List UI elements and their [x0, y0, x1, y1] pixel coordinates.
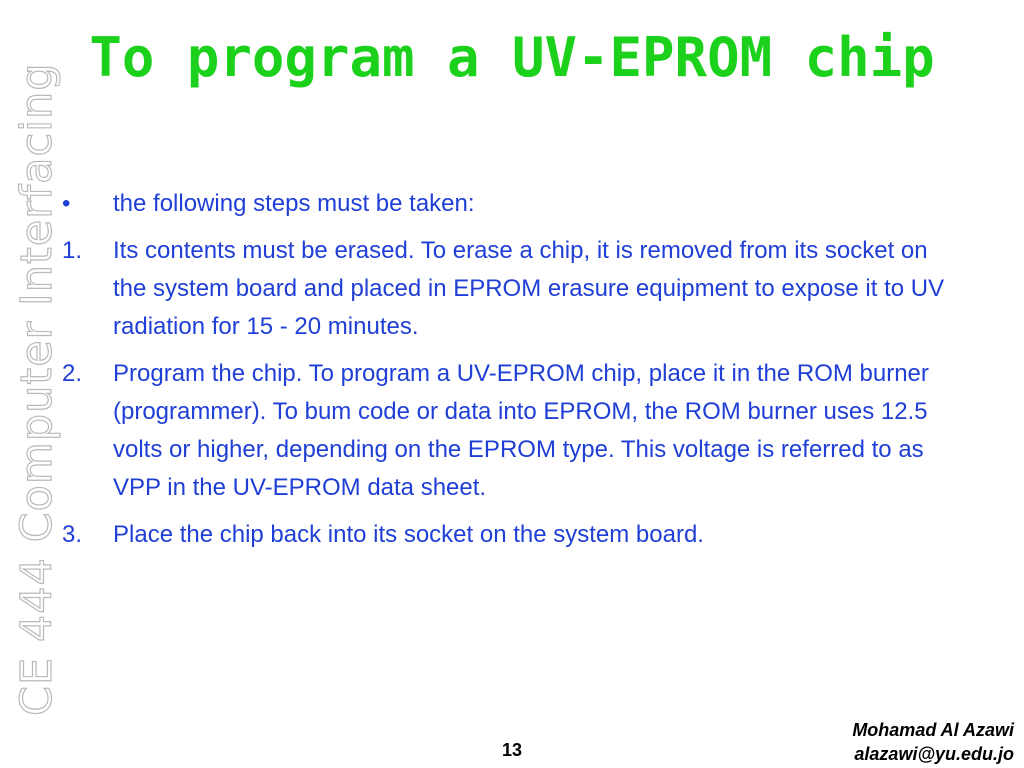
- slide-content: [58, 185, 958, 563]
- page-number: 13: [501, 740, 523, 760]
- slide-title: To program a UV-EPROM chip: [89, 26, 935, 89]
- step-number: 2.: [62, 360, 83, 387]
- bullet-text: the following steps must be taken:: [113, 190, 475, 217]
- step-number: 3.: [62, 521, 83, 548]
- author-name: Mohamad Al Azawi: [852, 720, 1014, 740]
- step-text: Program the chip. To program a UV-EPROM chip, place it in the ROM burner (programmer). To bum code or data into EPROM, the ROM burner uses 12.5 volts or higher, depending on the EPROM type. This voltage is referred to as VPP in the UV-EPROM data sheet.: [113, 360, 929, 501]
- author-email: alazawi@yu.edu.jo: [854, 744, 1014, 764]
- step-item-3: [58, 516, 958, 554]
- bullet-marker: •: [62, 190, 71, 217]
- author-block: [852, 718, 1014, 766]
- course-watermark: CE 444 Computer Interfacing: [12, 62, 62, 716]
- bullet-item: [58, 185, 958, 223]
- step-number: 1.: [62, 237, 83, 264]
- step-item-2: [58, 355, 958, 507]
- step-text: Its contents must be erased. To erase a chip, it is removed from its socket on the system board and placed in EPROM erasure equipment to expose it to UV radiation for 15 - 20 minutes.: [113, 237, 945, 340]
- step-text: Place the chip back into its socket on the system board.: [113, 521, 704, 548]
- step-item-1: [58, 232, 958, 346]
